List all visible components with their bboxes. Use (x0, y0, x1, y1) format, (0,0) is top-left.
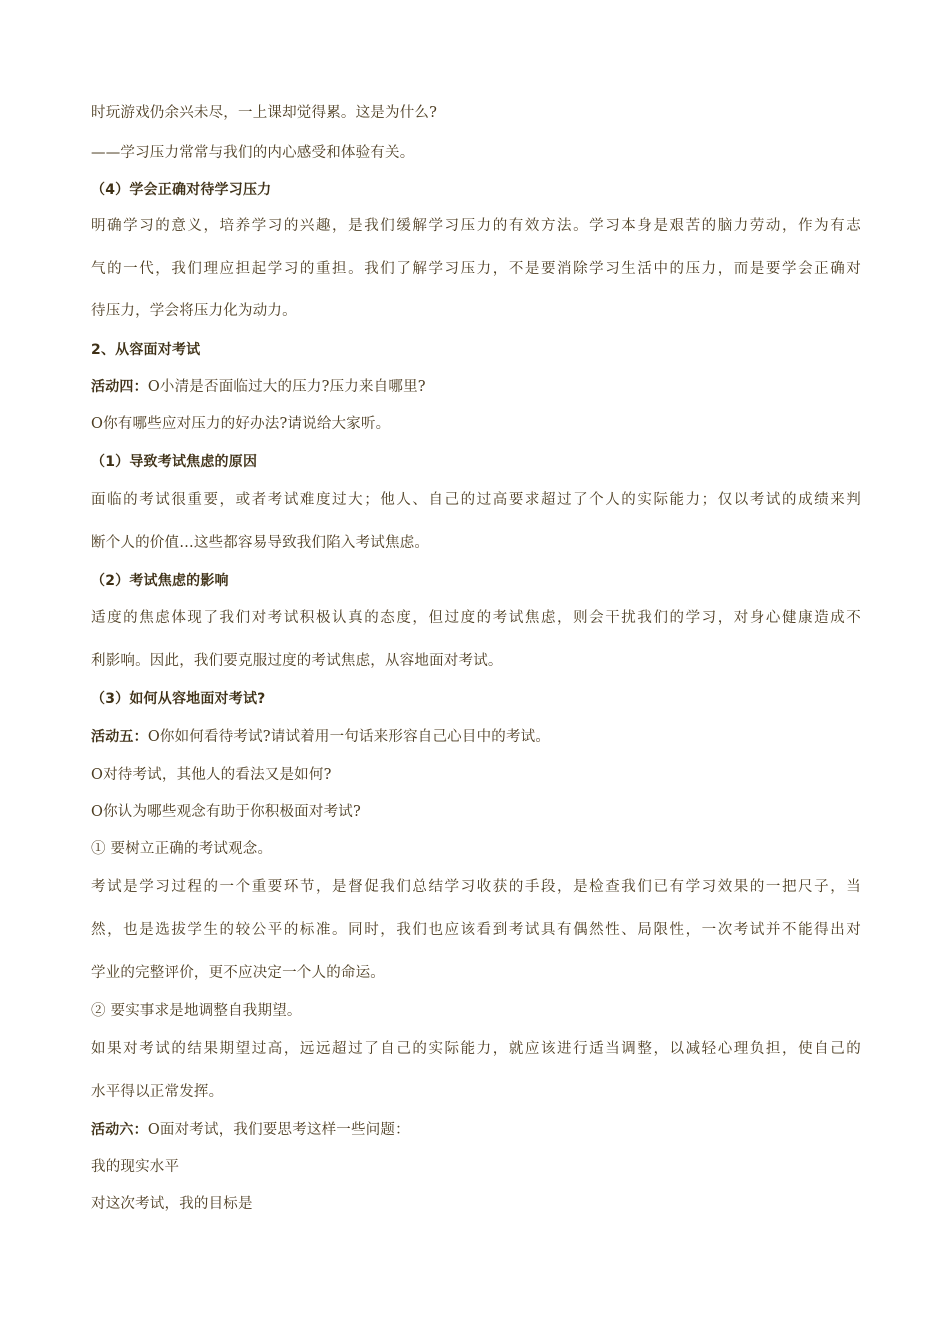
activity-question: O你认为哪些观念有助于你积极面对考试? (91, 804, 361, 820)
text-line: ——学习压力常常与我们的内心感受和体验有关。 (91, 145, 415, 161)
activity-line (91, 1120, 861, 1140)
section-heading: （2）考试焦虑的影响 (91, 573, 229, 589)
paragraph-line: 然，也是选拔学生的较公平的标准。同时，我们也应该看到考试具有偶然性、局限性，一次考试并不能得出对 (91, 922, 861, 938)
activity-label: 活动四： (91, 379, 148, 395)
section-heading: （4）学会正确对待学习压力 (91, 182, 272, 198)
paragraph-line: 利影响。因此，我们要克服过度的考试焦虑，从容地面对考试。 (91, 653, 503, 669)
paragraph-line: 气的一代，我们理应担起学习的重担。我们了解学习压力，不是要消除学习生活中的压力，而是要学会正确对 (91, 261, 861, 277)
paragraph-line: 面临的考试很重要，或者考试难度过大；他人、自己的过高要求超过了个人的实际能力；仅以考试的成绩来判 (91, 492, 861, 508)
activity-question: O你有哪些应对压力的好办法?请说给大家听。 (91, 416, 391, 432)
section-heading: 2、从容面对考试 (91, 342, 201, 358)
paragraph-line: 学业的完整评价，更不应决定一个人的命运。 (91, 965, 385, 981)
numbered-point: ① 要树立正确的考试观念。 (91, 841, 273, 857)
text-line: 时玩游戏仍余兴未尽，一上课却觉得累。这是为什么? (91, 105, 438, 121)
paragraph-line: 待压力，学会将压力化为动力。 (91, 303, 297, 319)
activity-line (91, 377, 861, 397)
numbered-point: ② 要实事求是地调整自我期望。 (91, 1003, 302, 1019)
paragraph-line: 明确学习的意义，培养学习的兴趣，是我们缓解学习压力的有效方法。学习本身是艰苦的脑力劳动，作为有志 (91, 218, 861, 234)
activity-line (91, 727, 861, 747)
paragraph-line: 适度的焦虑体现了我们对考试积极认真的态度，但过度的考试焦虑，则会干扰我们的学习，对身心健康造成不 (91, 610, 861, 626)
question-line: 我的现实水平 (91, 1159, 180, 1175)
activity-text: O你如何看待考试?请试着用一句话来形容自己心目中的考试。 (147, 729, 551, 745)
section-heading: （1）导致考试焦虑的原因 (91, 454, 258, 470)
activity-question: O对待考试，其他人的看法又是如何? (91, 767, 332, 783)
activity-label: 活动六： (91, 1122, 148, 1138)
paragraph-line: 水平得以正常发挥。 (91, 1084, 224, 1100)
activity-label: 活动五： (91, 729, 148, 745)
activity-text: O小清是否面临过大的压力?压力来自哪里? (147, 379, 426, 395)
paragraph-line: 断个人的价值…这些都容易导致我们陷入考试焦虑。 (91, 535, 430, 551)
question-line: 对这次考试，我的目标是 (91, 1196, 253, 1212)
paragraph-line: 如果对考试的结果期望过高，远远超过了自己的实际能力，就应该进行适当调整，以减轻心理负担，使自己的 (91, 1041, 861, 1057)
section-heading: （3）如何从容地面对考试? (91, 691, 266, 707)
paragraph-line: 考试是学习过程的一个重要环节，是督促我们总结学习收获的手段，是检查我们已有学习效果的一把尺子，当 (91, 879, 861, 895)
activity-text: O面对考试，我们要思考这样一些问题： (147, 1122, 410, 1138)
